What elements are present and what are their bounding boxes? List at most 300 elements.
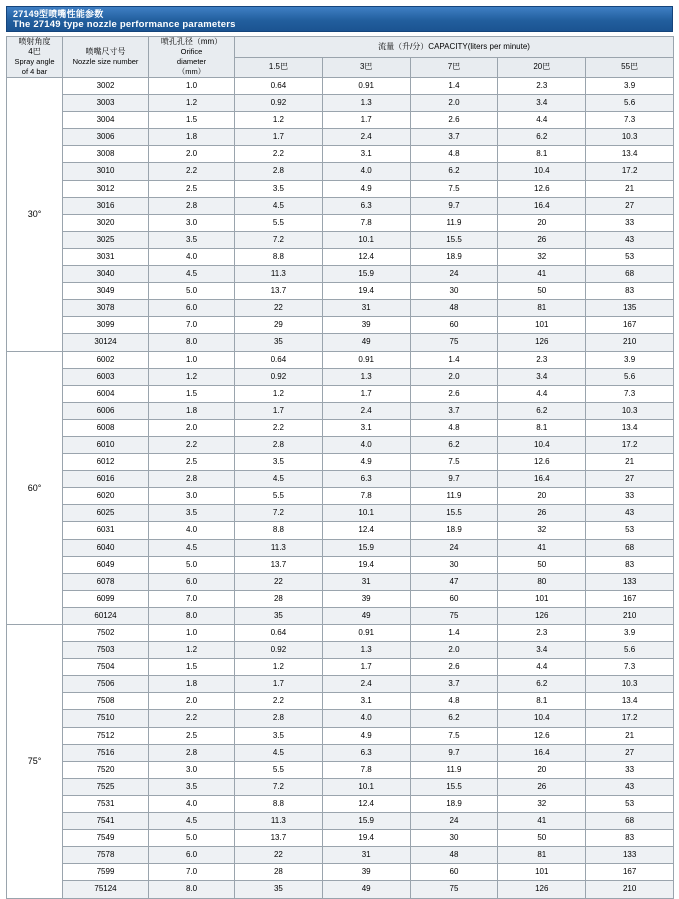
header-capacity: 流量（升/分）CAPACITY(liters per minute)	[235, 37, 674, 58]
page-title-chinese: 27149型喷嘴性能参数	[13, 8, 104, 19]
capacity-7bar-cell: 26	[498, 231, 586, 248]
orifice-diameter-cell: 2.8	[235, 710, 323, 727]
capacity-3bar-cell: 6.2	[410, 163, 498, 180]
table-row	[7, 471, 674, 488]
capacity-7bar-cell: 8.1	[498, 146, 586, 163]
nozzle-size-cell: 3003	[63, 95, 149, 112]
orifice-diameter-cell: 4.5	[235, 197, 323, 214]
capacity-7bar-cell: 101	[498, 317, 586, 334]
orifice-diameter-cell: 4.5	[235, 744, 323, 761]
nozzle-dimension-cell: 2.0	[149, 419, 235, 436]
nozzle-dimension-cell: 4.0	[149, 795, 235, 812]
table-row	[7, 266, 674, 283]
nozzle-dimension-cell: 1.2	[149, 368, 235, 385]
header-orifice-cn: 喷孔孔径（mm）	[160, 37, 223, 46]
table-row	[7, 539, 674, 556]
table-row	[7, 351, 674, 368]
capacity-3bar-cell: 18.9	[410, 248, 498, 265]
capacity-3bar-cell: 1.4	[410, 78, 498, 95]
header-spray-angle-cn: 喷射角度	[18, 37, 51, 46]
table-row	[7, 522, 674, 539]
orifice-diameter-cell: 4.5	[235, 471, 323, 488]
page-title	[6, 6, 673, 32]
nozzle-size-cell: 6003	[63, 368, 149, 385]
table-row	[7, 112, 674, 129]
table-row	[7, 78, 674, 95]
capacity-1_5bar-cell: 6.3	[322, 471, 410, 488]
capacity-1_5bar-cell: 15.9	[322, 813, 410, 830]
capacity-1_5bar-cell: 10.1	[322, 778, 410, 795]
orifice-diameter-cell: 7.2	[235, 505, 323, 522]
capacity-3bar-cell: 24	[410, 539, 498, 556]
orifice-diameter-cell: 1.2	[235, 659, 323, 676]
table-row	[7, 454, 674, 471]
table-row	[7, 385, 674, 402]
capacity-7bar-cell: 2.3	[498, 625, 586, 642]
nozzle-size-cell: 7506	[63, 676, 149, 693]
capacity-1_5bar-cell: 3.1	[322, 146, 410, 163]
table-row	[7, 197, 674, 214]
orifice-diameter-cell: 0.64	[235, 78, 323, 95]
nozzle-size-cell: 7520	[63, 761, 149, 778]
nozzle-dimension-cell: 6.0	[149, 300, 235, 317]
orifice-diameter-cell: 2.2	[235, 146, 323, 163]
capacity-3bar-cell: 48	[410, 300, 498, 317]
nozzle-size-cell: 3099	[63, 317, 149, 334]
capacity-7bar-cell: 50	[498, 830, 586, 847]
nozzle-size-cell: 3049	[63, 283, 149, 300]
orifice-diameter-cell: 8.8	[235, 248, 323, 265]
table-row	[7, 744, 674, 761]
orifice-diameter-cell: 35	[235, 334, 323, 351]
nozzle-size-cell: 6040	[63, 539, 149, 556]
header-spray-angle-en: Spray angle	[14, 57, 55, 66]
capacity-20bar-cell: 68	[586, 266, 674, 283]
capacity-20bar-cell: 68	[586, 813, 674, 830]
capacity-3bar-cell: 60	[410, 317, 498, 334]
capacity-3bar-cell: 48	[410, 847, 498, 864]
capacity-7bar-cell: 12.6	[498, 727, 586, 744]
orifice-diameter-cell: 3.5	[235, 454, 323, 471]
nozzle-size-cell: 3040	[63, 266, 149, 283]
table-row	[7, 761, 674, 778]
table-row	[7, 146, 674, 163]
capacity-20bar-cell: 33	[586, 761, 674, 778]
capacity-3bar-cell: 11.9	[410, 214, 498, 231]
capacity-20bar-cell: 7.3	[586, 385, 674, 402]
nozzle-dimension-cell: 7.0	[149, 864, 235, 881]
table-row	[7, 248, 674, 265]
orifice-diameter-cell: 1.7	[235, 676, 323, 693]
table-row	[7, 163, 674, 180]
table-row	[7, 847, 674, 864]
capacity-3bar-cell: 60	[410, 864, 498, 881]
capacity-3bar-cell: 9.7	[410, 197, 498, 214]
orifice-diameter-cell: 5.5	[235, 214, 323, 231]
capacity-3bar-cell: 2.0	[410, 368, 498, 385]
capacity-1_5bar-cell: 1.3	[322, 95, 410, 112]
nozzle-dimension-cell: 2.2	[149, 436, 235, 453]
capacity-3bar-cell: 1.4	[410, 625, 498, 642]
capacity-20bar-cell: 27	[586, 471, 674, 488]
capacity-20bar-cell: 10.3	[586, 676, 674, 693]
capacity-7bar-cell: 12.6	[498, 454, 586, 471]
nozzle-size-cell: 7508	[63, 693, 149, 710]
nozzle-dimension-cell: 1.5	[149, 385, 235, 402]
table-row	[7, 129, 674, 146]
capacity-20bar-cell: 83	[586, 830, 674, 847]
capacity-20bar-cell: 33	[586, 214, 674, 231]
capacity-20bar-cell: 27	[586, 744, 674, 761]
nozzle-size-cell: 3020	[63, 214, 149, 231]
nozzle-size-cell: 7541	[63, 813, 149, 830]
capacity-20bar-cell: 17.2	[586, 436, 674, 453]
capacity-7bar-cell: 32	[498, 248, 586, 265]
table-row	[7, 368, 674, 385]
orifice-diameter-cell: 2.8	[235, 163, 323, 180]
nozzle-size-cell: 3016	[63, 197, 149, 214]
nozzle-size-cell: 6004	[63, 385, 149, 402]
nozzle-dimension-cell: 2.2	[149, 710, 235, 727]
table-row	[7, 283, 674, 300]
capacity-20bar-cell: 21	[586, 180, 674, 197]
capacity-7bar-cell: 8.1	[498, 693, 586, 710]
spray-angle-cell: 75°	[7, 625, 63, 899]
nozzle-size-cell: 3002	[63, 78, 149, 95]
nozzle-dimension-cell: 2.8	[149, 197, 235, 214]
orifice-diameter-cell: 28	[235, 590, 323, 607]
table-row	[7, 300, 674, 317]
capacity-20bar-cell: 7.3	[586, 659, 674, 676]
nozzle-dimension-cell: 7.0	[149, 317, 235, 334]
capacity-3bar-cell: 47	[410, 573, 498, 590]
nozzle-size-cell: 6049	[63, 556, 149, 573]
header-orifice-en: Orifice	[180, 47, 203, 56]
nozzle-size-cell: 7504	[63, 659, 149, 676]
capacity-1_5bar-cell: 31	[322, 573, 410, 590]
table-row	[7, 436, 674, 453]
nozzle-size-cell: 6031	[63, 522, 149, 539]
table-row	[7, 607, 674, 624]
capacity-7bar-cell: 26	[498, 778, 586, 795]
orifice-diameter-cell: 0.92	[235, 95, 323, 112]
capacity-7bar-cell: 80	[498, 573, 586, 590]
capacity-1_5bar-cell: 10.1	[322, 505, 410, 522]
capacity-3bar-cell: 18.9	[410, 795, 498, 812]
capacity-3bar-cell: 3.7	[410, 129, 498, 146]
nozzle-dimension-cell: 4.5	[149, 539, 235, 556]
capacity-20bar-cell: 210	[586, 607, 674, 624]
nozzle-dimension-cell: 1.8	[149, 676, 235, 693]
table-row	[7, 778, 674, 795]
capacity-1_5bar-cell: 2.4	[322, 676, 410, 693]
nozzle-dimension-cell: 1.2	[149, 642, 235, 659]
nozzle-size-cell: 7549	[63, 830, 149, 847]
capacity-1_5bar-cell: 19.4	[322, 556, 410, 573]
capacity-1_5bar-cell: 39	[322, 864, 410, 881]
nozzle-size-cell: 7531	[63, 795, 149, 812]
capacity-3bar-cell: 3.7	[410, 402, 498, 419]
capacity-20bar-cell: 13.4	[586, 146, 674, 163]
capacity-20bar-cell: 83	[586, 283, 674, 300]
nozzle-dimension-cell: 1.2	[149, 95, 235, 112]
orifice-diameter-cell: 5.5	[235, 761, 323, 778]
capacity-7bar-cell: 50	[498, 283, 586, 300]
capacity-20bar-cell: 167	[586, 317, 674, 334]
capacity-7bar-cell: 10.4	[498, 163, 586, 180]
orifice-diameter-cell: 0.64	[235, 625, 323, 642]
nozzle-size-cell: 3012	[63, 180, 149, 197]
table-row	[7, 95, 674, 112]
capacity-3bar-cell: 4.8	[410, 419, 498, 436]
nozzle-dimension-cell: 8.0	[149, 881, 235, 898]
nozzle-dimension-cell: 6.0	[149, 573, 235, 590]
capacity-1_5bar-cell: 49	[322, 607, 410, 624]
capacity-1_5bar-cell: 12.4	[322, 522, 410, 539]
capacity-3bar-cell: 30	[410, 830, 498, 847]
orifice-diameter-cell: 1.7	[235, 129, 323, 146]
nozzle-size-cell: 30124	[63, 334, 149, 351]
capacity-3bar-cell: 15.5	[410, 231, 498, 248]
capacity-7bar-cell: 6.2	[498, 402, 586, 419]
header-capacity-55bar: 55巴	[586, 57, 674, 78]
header-nozzle-size-en: Nozzle size number	[72, 57, 139, 66]
nozzle-dimension-cell: 3.5	[149, 231, 235, 248]
capacity-7bar-cell: 41	[498, 813, 586, 830]
capacity-7bar-cell: 41	[498, 266, 586, 283]
capacity-20bar-cell: 167	[586, 590, 674, 607]
nozzle-dimension-cell: 4.0	[149, 248, 235, 265]
header-spray-angle	[7, 37, 63, 78]
capacity-7bar-cell: 4.4	[498, 112, 586, 129]
nozzle-dimension-cell: 8.0	[149, 334, 235, 351]
header-capacity-7bar: 7巴	[410, 57, 498, 78]
header-orifice-en2: diameter	[176, 57, 207, 66]
capacity-3bar-cell: 60	[410, 590, 498, 607]
nozzle-dimension-cell: 1.5	[149, 112, 235, 129]
table-row	[7, 231, 674, 248]
capacity-1_5bar-cell: 4.9	[322, 454, 410, 471]
capacity-3bar-cell: 7.5	[410, 180, 498, 197]
capacity-20bar-cell: 10.3	[586, 402, 674, 419]
capacity-20bar-cell: 53	[586, 522, 674, 539]
nozzle-dimension-cell: 6.0	[149, 847, 235, 864]
capacity-7bar-cell: 20	[498, 761, 586, 778]
capacity-20bar-cell: 210	[586, 881, 674, 898]
table-row	[7, 317, 674, 334]
nozzle-size-cell: 6002	[63, 351, 149, 368]
spray-angle-cell: 60°	[7, 351, 63, 625]
table-row	[7, 676, 674, 693]
nozzle-performance-table	[6, 36, 674, 899]
page-root	[0, 6, 679, 894]
capacity-7bar-cell: 81	[498, 847, 586, 864]
header-orifice-unit: （mm）	[177, 67, 206, 76]
nozzle-dimension-cell: 1.8	[149, 402, 235, 419]
capacity-1_5bar-cell: 0.91	[322, 625, 410, 642]
capacity-1_5bar-cell: 39	[322, 590, 410, 607]
table-row	[7, 214, 674, 231]
nozzle-size-cell: 7502	[63, 625, 149, 642]
capacity-20bar-cell: 3.9	[586, 351, 674, 368]
nozzle-size-cell: 6099	[63, 590, 149, 607]
nozzle-dimension-cell: 2.8	[149, 744, 235, 761]
orifice-diameter-cell: 28	[235, 864, 323, 881]
orifice-diameter-cell: 22	[235, 847, 323, 864]
capacity-7bar-cell: 3.4	[498, 368, 586, 385]
capacity-3bar-cell: 4.8	[410, 146, 498, 163]
capacity-1_5bar-cell: 6.3	[322, 197, 410, 214]
orifice-diameter-cell: 35	[235, 607, 323, 624]
capacity-7bar-cell: 20	[498, 488, 586, 505]
nozzle-size-cell: 3031	[63, 248, 149, 265]
nozzle-size-cell: 6012	[63, 454, 149, 471]
capacity-20bar-cell: 83	[586, 556, 674, 573]
orifice-diameter-cell: 7.2	[235, 231, 323, 248]
capacity-20bar-cell: 43	[586, 231, 674, 248]
capacity-20bar-cell: 33	[586, 488, 674, 505]
orifice-diameter-cell: 11.3	[235, 539, 323, 556]
capacity-7bar-cell: 126	[498, 881, 586, 898]
orifice-diameter-cell: 5.5	[235, 488, 323, 505]
capacity-1_5bar-cell: 4.0	[322, 163, 410, 180]
nozzle-size-cell: 7599	[63, 864, 149, 881]
nozzle-size-cell: 75124	[63, 881, 149, 898]
orifice-diameter-cell: 13.7	[235, 556, 323, 573]
table-row	[7, 693, 674, 710]
capacity-3bar-cell: 2.0	[410, 642, 498, 659]
orifice-diameter-cell: 1.7	[235, 402, 323, 419]
capacity-20bar-cell: 210	[586, 334, 674, 351]
capacity-7bar-cell: 50	[498, 556, 586, 573]
capacity-20bar-cell: 13.4	[586, 419, 674, 436]
capacity-3bar-cell: 11.9	[410, 488, 498, 505]
capacity-1_5bar-cell: 12.4	[322, 795, 410, 812]
capacity-3bar-cell: 3.7	[410, 676, 498, 693]
nozzle-size-cell: 60124	[63, 607, 149, 624]
nozzle-size-cell: 6006	[63, 402, 149, 419]
table-row	[7, 625, 674, 642]
header-spray-angle-cn-sub: 4巴	[28, 47, 41, 56]
header-orifice-diameter	[149, 37, 235, 78]
capacity-7bar-cell: 3.4	[498, 95, 586, 112]
orifice-diameter-cell: 8.8	[235, 795, 323, 812]
capacity-7bar-cell: 16.4	[498, 197, 586, 214]
capacity-20bar-cell: 5.6	[586, 368, 674, 385]
capacity-3bar-cell: 9.7	[410, 744, 498, 761]
capacity-1_5bar-cell: 4.9	[322, 180, 410, 197]
capacity-3bar-cell: 2.6	[410, 659, 498, 676]
capacity-7bar-cell: 41	[498, 539, 586, 556]
nozzle-size-cell: 7516	[63, 744, 149, 761]
nozzle-size-cell: 6078	[63, 573, 149, 590]
capacity-3bar-cell: 7.5	[410, 454, 498, 471]
table-row	[7, 180, 674, 197]
nozzle-dimension-cell: 1.5	[149, 659, 235, 676]
nozzle-dimension-cell: 3.0	[149, 214, 235, 231]
orifice-diameter-cell: 0.64	[235, 351, 323, 368]
capacity-20bar-cell: 135	[586, 300, 674, 317]
nozzle-size-cell: 3078	[63, 300, 149, 317]
capacity-7bar-cell: 126	[498, 607, 586, 624]
capacity-7bar-cell: 8.1	[498, 419, 586, 436]
capacity-20bar-cell: 21	[586, 454, 674, 471]
capacity-20bar-cell: 3.9	[586, 625, 674, 642]
capacity-1_5bar-cell: 0.91	[322, 78, 410, 95]
nozzle-dimension-cell: 2.5	[149, 454, 235, 471]
capacity-3bar-cell: 75	[410, 881, 498, 898]
nozzle-dimension-cell: 1.8	[149, 129, 235, 146]
table-row	[7, 710, 674, 727]
orifice-diameter-cell: 13.7	[235, 283, 323, 300]
capacity-3bar-cell: 30	[410, 556, 498, 573]
capacity-1_5bar-cell: 0.91	[322, 351, 410, 368]
nozzle-dimension-cell: 2.0	[149, 693, 235, 710]
capacity-20bar-cell: 68	[586, 539, 674, 556]
table-row	[7, 727, 674, 744]
capacity-3bar-cell: 24	[410, 266, 498, 283]
orifice-diameter-cell: 29	[235, 317, 323, 334]
nozzle-size-cell: 3025	[63, 231, 149, 248]
capacity-1_5bar-cell: 19.4	[322, 283, 410, 300]
header-nozzle-size	[63, 37, 149, 78]
nozzle-size-cell: 7578	[63, 847, 149, 864]
capacity-3bar-cell: 6.2	[410, 436, 498, 453]
table-row	[7, 881, 674, 898]
capacity-20bar-cell: 53	[586, 248, 674, 265]
capacity-7bar-cell: 4.4	[498, 659, 586, 676]
table-header	[7, 37, 674, 78]
orifice-diameter-cell: 2.2	[235, 419, 323, 436]
capacity-3bar-cell: 2.0	[410, 95, 498, 112]
capacity-3bar-cell: 30	[410, 283, 498, 300]
nozzle-dimension-cell: 2.2	[149, 163, 235, 180]
capacity-7bar-cell: 32	[498, 522, 586, 539]
capacity-1_5bar-cell: 7.8	[322, 214, 410, 231]
orifice-diameter-cell: 1.2	[235, 385, 323, 402]
header-capacity-20bar: 20巴	[498, 57, 586, 78]
orifice-diameter-cell: 3.5	[235, 727, 323, 744]
capacity-20bar-cell: 10.3	[586, 129, 674, 146]
orifice-diameter-cell: 11.3	[235, 813, 323, 830]
capacity-1_5bar-cell: 1.7	[322, 385, 410, 402]
nozzle-dimension-cell: 8.0	[149, 607, 235, 624]
nozzle-dimension-cell: 2.8	[149, 471, 235, 488]
table-row	[7, 402, 674, 419]
nozzle-size-cell: 7510	[63, 710, 149, 727]
capacity-1_5bar-cell: 49	[322, 334, 410, 351]
nozzle-size-cell: 7525	[63, 778, 149, 795]
nozzle-size-cell: 3006	[63, 129, 149, 146]
capacity-3bar-cell: 2.6	[410, 112, 498, 129]
capacity-1_5bar-cell: 19.4	[322, 830, 410, 847]
header-spray-angle-en-sub: of 4 bar	[21, 67, 48, 76]
table-row	[7, 556, 674, 573]
capacity-1_5bar-cell: 10.1	[322, 231, 410, 248]
orifice-diameter-cell: 13.7	[235, 830, 323, 847]
nozzle-dimension-cell: 5.0	[149, 556, 235, 573]
capacity-7bar-cell: 10.4	[498, 710, 586, 727]
capacity-1_5bar-cell: 15.9	[322, 266, 410, 283]
capacity-3bar-cell: 11.9	[410, 761, 498, 778]
capacity-1_5bar-cell: 2.4	[322, 402, 410, 419]
nozzle-size-cell: 3008	[63, 146, 149, 163]
capacity-3bar-cell: 15.5	[410, 505, 498, 522]
capacity-7bar-cell: 3.4	[498, 642, 586, 659]
nozzle-dimension-cell: 2.5	[149, 727, 235, 744]
capacity-1_5bar-cell: 15.9	[322, 539, 410, 556]
nozzle-size-cell: 6010	[63, 436, 149, 453]
